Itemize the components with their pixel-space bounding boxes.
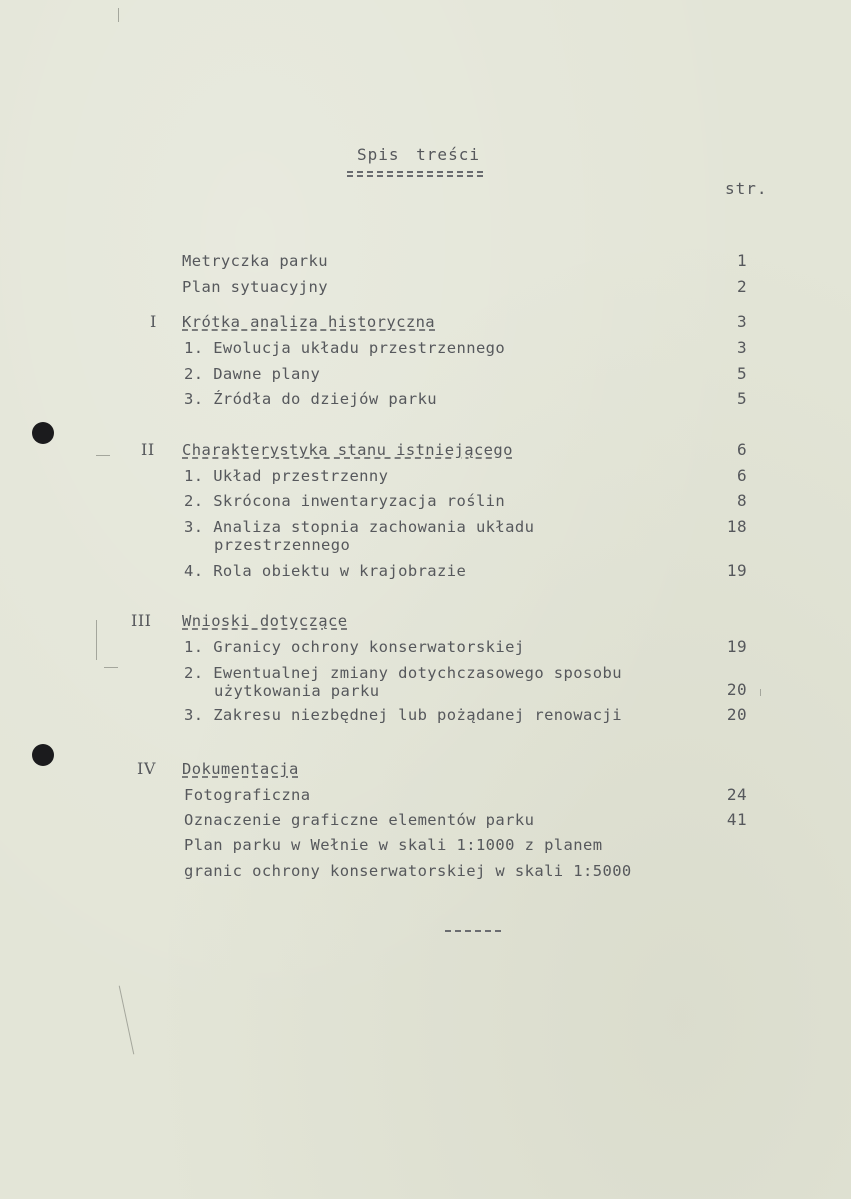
margin-scratch — [96, 620, 97, 660]
section-roman-numeral: IV — [137, 759, 156, 778]
section-heading: Krótka analiza historyczna — [182, 313, 436, 331]
toc-entry-label: 1. Ewolucja układu przestrzennego — [184, 339, 506, 357]
margin-scratch — [96, 455, 110, 456]
binder-hole-top — [32, 422, 54, 444]
margin-scratch — [760, 689, 761, 696]
toc-entry-page: 1 — [736, 251, 747, 270]
section-heading: Dokumentacja — [182, 760, 299, 778]
toc-entry-label: 2. Ewentualnej zmiany dotychczasowego sposobu — [184, 664, 622, 682]
toc-entry-page: 5 — [736, 389, 747, 408]
margin-scratch — [118, 8, 119, 22]
margin-scratch — [104, 667, 118, 668]
end-dashes — [445, 930, 501, 932]
section-roman-numeral: I — [150, 312, 157, 331]
toc-entry-label: 4. Rola obiektu w krajobrazie — [184, 562, 467, 580]
toc-entry-page: 24 — [726, 785, 747, 804]
toc-entry-label: 2. Skrócona inwentaryzacja roślin — [184, 492, 506, 510]
toc-entry-label: 3. Analiza stopnia zachowania układu — [184, 518, 535, 536]
margin-scratch — [119, 986, 135, 1055]
toc-entry-label: Fotograficzna — [184, 786, 311, 804]
toc-entry-page: 5 — [736, 364, 747, 383]
document-title: Spis treści — [357, 145, 480, 164]
section-heading: Wnioski dotyczące — [182, 612, 348, 630]
toc-entry-label: 2. Dawne plany — [184, 365, 321, 383]
toc-entry-page: 18 — [726, 517, 747, 536]
toc-entry-label-continuation: granic ochrony konserwatorskiej w skali 1:5000 — [184, 862, 632, 880]
toc-entry-label: 3. Zakresu niezbędnej lub pożądanej renowacji — [184, 706, 622, 724]
title-double-underline — [347, 171, 483, 177]
toc-entry-label-continuation: przestrzennego — [214, 536, 351, 554]
toc-entry-page: 6 — [736, 440, 747, 459]
toc-entry-page: 20 — [726, 705, 747, 724]
section-roman-numeral: III — [131, 611, 152, 630]
toc-entry-page: 20 — [726, 680, 747, 699]
toc-entry-page: 19 — [726, 637, 747, 656]
toc-entry-label: Metryczka parku — [182, 252, 328, 270]
page-column-header: str. — [725, 179, 768, 198]
toc-entry-page: 2 — [736, 277, 747, 296]
toc-entry-label: 3. Źródła do dziejów parku — [184, 390, 438, 408]
toc-entry-label: Plan sytuacyjny — [182, 278, 328, 296]
binder-hole-bottom — [32, 744, 54, 766]
toc-entry-label-continuation: użytkowania parku — [214, 682, 380, 700]
toc-entry-page: 41 — [726, 810, 747, 829]
toc-entry-page: 6 — [736, 466, 747, 485]
section-roman-numeral: II — [141, 440, 155, 459]
toc-entry-page: 19 — [726, 561, 747, 580]
toc-entry-label: 1. Układ przestrzenny — [184, 467, 389, 485]
section-heading: Charakterystyka stanu istniejącego — [182, 441, 513, 459]
toc-entry-page: 8 — [736, 491, 747, 510]
toc-entry-label: Oznaczenie graficzne elementów parku — [184, 811, 535, 829]
toc-entry-label: 1. Granicy ochrony konserwatorskiej — [184, 638, 525, 656]
toc-entry-page: 3 — [736, 312, 747, 331]
toc-entry-page: 3 — [736, 338, 747, 357]
toc-entry-label: Plan parku w Wełnie w skali 1:1000 z planem — [184, 836, 603, 854]
